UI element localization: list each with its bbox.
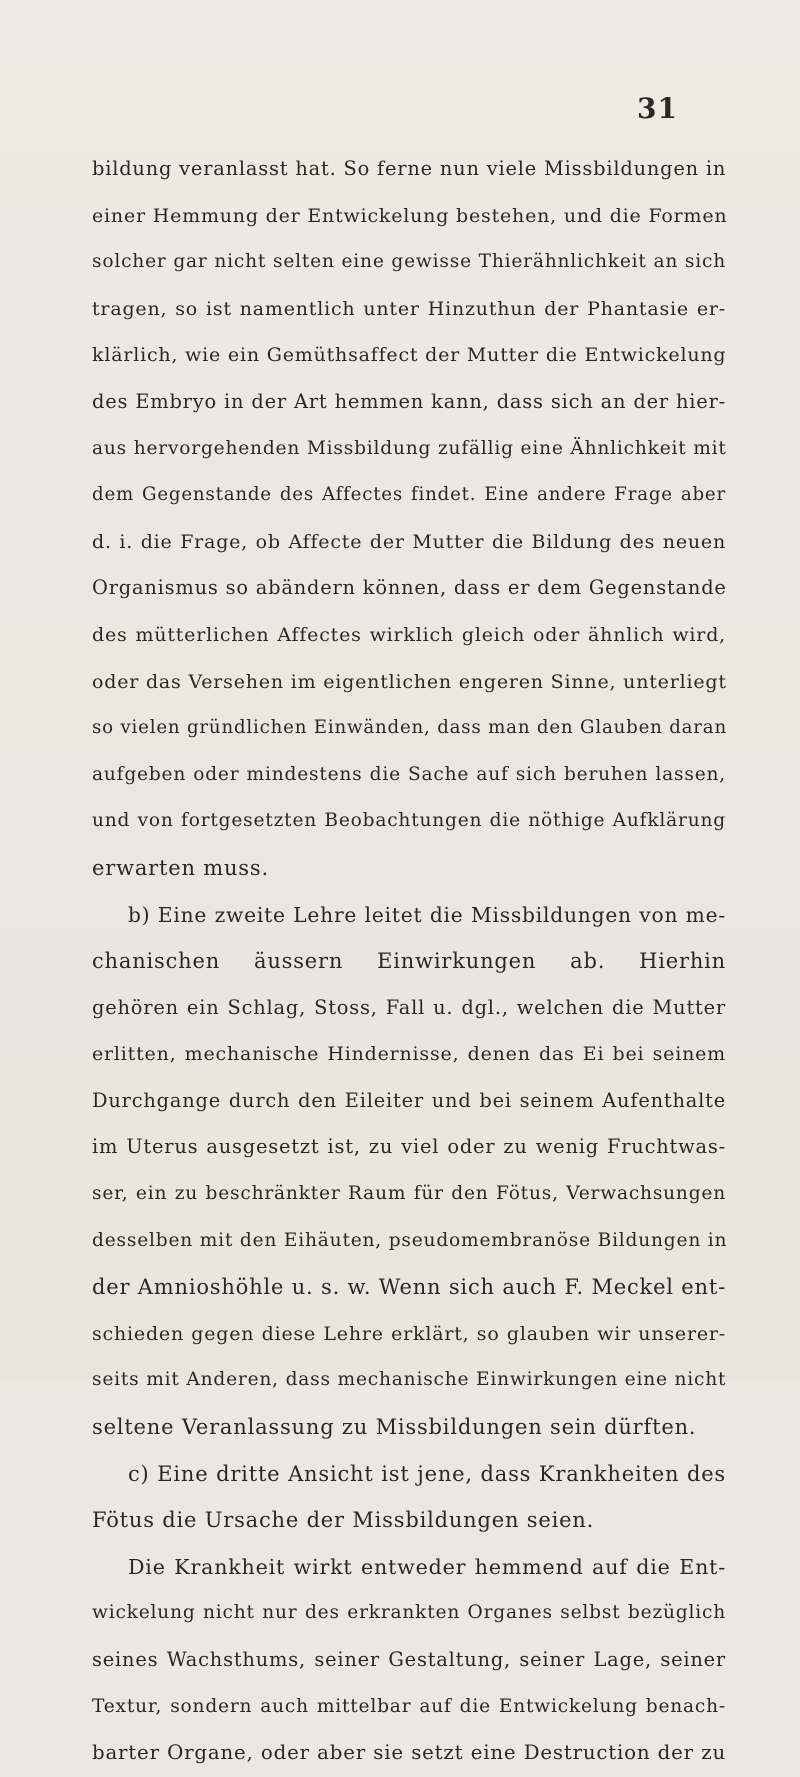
text-line: erlitten, mechanische Hindernisse, denen das Ei bei seinem [92,1043,726,1066]
text-line: Organismus so abändern können, dass er dem Gegenstande [92,576,727,600]
text-line: des Embryo in der Art hemmen kann, dass sich an der hier- [92,389,726,413]
text-line: c) Eine dritte Ansicht ist jene, dass Krankheiten des [128,1461,726,1486]
text-line: wickelung nicht nur des erkrankten Organes selbst bezüglich [92,1602,726,1624]
text-line: im Uterus ausgesetzt ist, zu viel oder zu wenig Fruchtwas- [92,1135,726,1159]
text-line: und von fortgesetzten Beobachtungen die nöthige Aufklärung [92,810,726,832]
text-line: seines Wachsthums, seiner Gestaltung, seiner Lage, seiner [92,1648,726,1671]
text-line: oder das Versehen im eigentlichen engeren Sinne, unterliegt [92,670,727,693]
text-line: chanischen äussern Einwirkungen ab. Hierhin [92,949,726,974]
text-line: seltene Veranlassung zu Missbildungen sein dürften. [92,1415,697,1440]
text-line: bildung veranlasst hat. So ferne nun viele Missbildungen in [92,157,727,180]
text-line: d. i. die Frage, ob Affecte der Mutter die Bildung des neuen [92,530,726,553]
body-text [92,146,726,1777]
text-line: Durchgange durch den Eileiter und bei seinem Aufenthalte [92,1088,726,1112]
text-line: Die Krankheit wirkt entweder hemmend auf die Ent- [128,1554,726,1579]
text-line: tragen, so ist namentlich unter Hinzuthun der Phantasie er- [92,297,726,320]
text-line: Textur, sondern auch mittelbar auf die Entwickelung benach- [92,1695,726,1717]
text-line: b) Eine zweite Lehre leitet die Missbildungen von me- [128,902,726,927]
text-line: Fötus die Ursache der Missbildungen seien. [92,1508,595,1533]
text-line: einer Hemmung der Entwickelung bestehen, und die Formen [92,204,728,227]
text-line: dem Gegenstande des Affectes findet. Eine andere Frage aber [92,484,726,506]
page-number: 31 [637,92,678,125]
text-line: klärlich, wie ein Gemüthsaffect der Mutter die Entwickelung [92,344,727,367]
text-line: der Amnioshöhle u. s. w. Wenn sich auch F. Meckel ent- [92,1275,726,1300]
text-line: gehören ein Schlag, Stoss, Fall u. dgl., welchen die Mutter [92,995,726,1019]
text-line: aufgeben oder mindestens die Sache auf sich beruhen lassen, [92,763,726,785]
text-line: seits mit Anderen, dass mechanische Einwirkungen eine nicht [92,1369,727,1391]
text-line: barter Organe, oder aber sie setzt eine Destruction der zu [92,1741,726,1765]
text-line: desselben mit den Eihäuten, pseudomembranöse Bildungen in [92,1229,728,1251]
text-line: so vielen gründlichen Einwänden, dass man den Glauben daran [92,717,727,739]
text-line: des mütterlichen Affectes wirklich gleich oder ähnlich wird, [92,623,726,646]
text-line: ser, ein zu beschränkter Raum für den Fötus, Verwachsungen [92,1183,726,1205]
text-line: erwarten muss. [92,855,269,880]
text-line: solcher gar nicht selten eine gewisse Thierähnlichkeit an sich [92,251,726,273]
text-line: schieden gegen diese Lehre erklärt, so glauben wir unserer- [92,1322,726,1345]
text-line: aus hervorgehenden Missbildung zufällig eine Ähnlichkeit mit [92,437,727,459]
